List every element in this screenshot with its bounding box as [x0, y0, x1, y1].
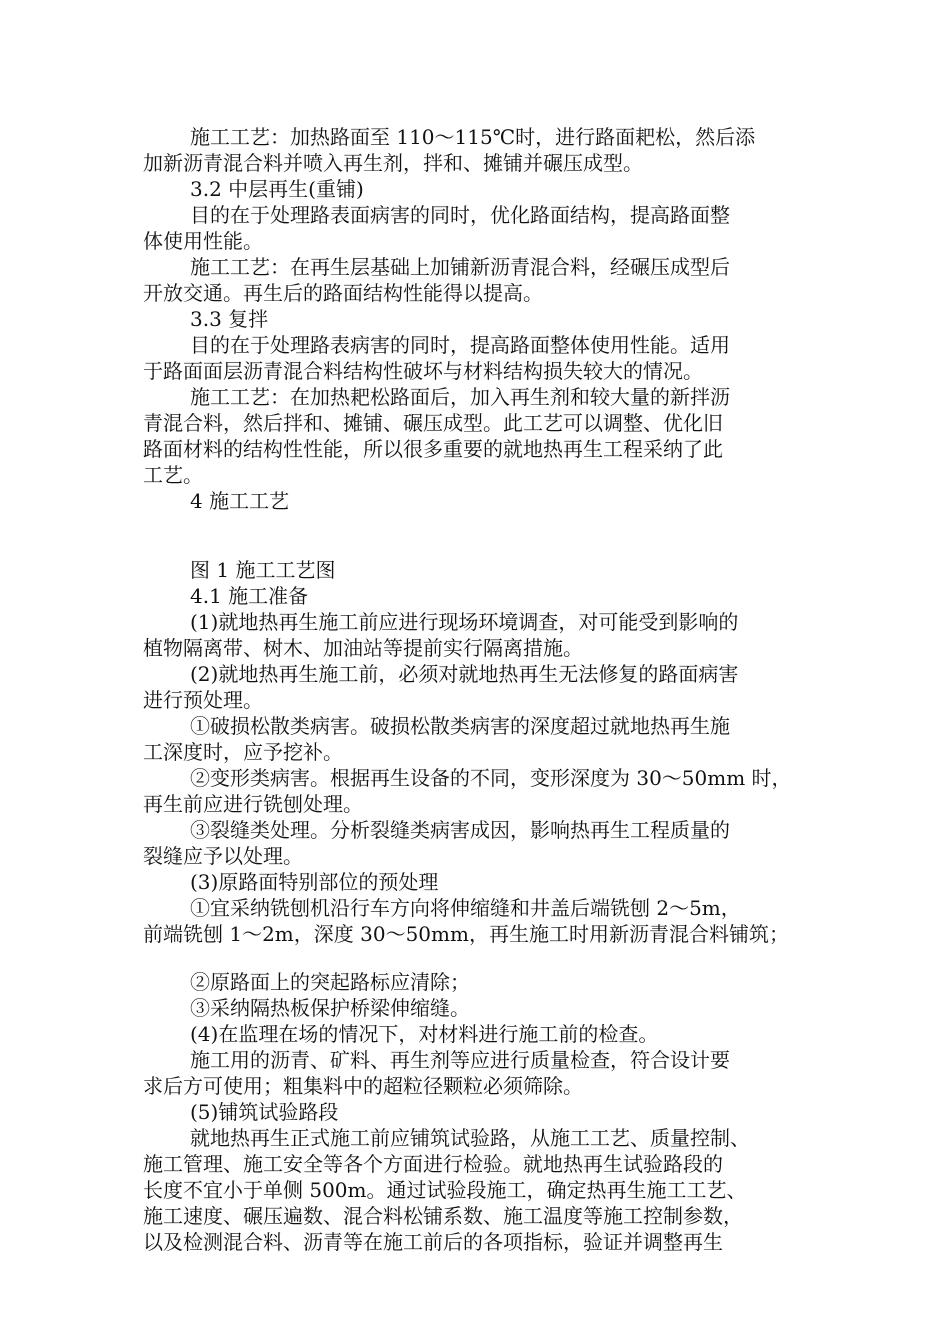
paragraph-line: 路面材料的结构性性能，所以很多重要的就地热再生工程采纳了此: [143, 437, 723, 461]
paragraph-line: (2)就地热再生施工前，必须对就地热再生无法修复的路面病害: [190, 662, 739, 686]
paragraph-line: (1)就地热再生施工前应进行现场环境调查，对可能受到影响的: [190, 610, 739, 634]
paragraph-line: ②原路面上的突起路标应清除；: [190, 970, 470, 994]
section-heading: 4 施工工艺: [190, 489, 290, 513]
section-heading: 3.2 中层再生(重铺): [190, 177, 364, 201]
figure-caption: 图 1 施工工艺图: [190, 558, 336, 582]
paragraph-line: 施工工艺：在加热耙松路面后，加入再生剂和较大量的新拌沥: [190, 385, 730, 409]
paragraph-line: 长度不宜小于单侧 500m。通过试验段施工，确定热再生施工工艺、: [143, 1178, 747, 1202]
paragraph-line: 施工用的沥青、矿料、再生剂等应进行质量检查，符合设计要: [190, 1048, 730, 1072]
paragraph-line: 加新沥青混合料并喷入再生剂，拌和、摊铺并碾压成型。: [143, 151, 643, 175]
paragraph-line: 开放交通。再生后的路面结构性能得以提高。: [143, 281, 543, 305]
paragraph-line: 目的在于处理路表病害的同时，提高路面整体使用性能。适用: [190, 333, 730, 357]
paragraph-line: 目的在于处理路表面病害的同时，优化路面结构，提高路面整: [190, 203, 730, 227]
paragraph-line: 施工管理、施工安全等各个方面进行检验。就地热再生试验路段的: [143, 1152, 723, 1176]
paragraph-line: ③采纳隔热板保护桥梁伸缩缝。: [190, 996, 470, 1020]
paragraph-line: (5)铺筑试验路段: [190, 1100, 339, 1124]
section-heading: 4.1 施工准备: [190, 584, 309, 608]
paragraph-line: 施工工艺：在再生层基础上加铺新沥青混合料，经碾压成型后: [190, 255, 730, 279]
paragraph-line: 工艺。: [143, 463, 203, 487]
paragraph-line: 前端铣刨 1～2m，深度 30～50mm，再生施工时用新沥青混合料铺筑；: [143, 922, 789, 946]
paragraph-line: ①宜采纳铣刨机沿行车方向将伸缩缝和井盖后端铣刨 2～5m，: [190, 896, 741, 920]
paragraph-line: 施工速度、碾压遍数、混合料松铺系数、施工温度等施工控制参数，: [143, 1204, 743, 1228]
paragraph-line: 裂缝应予以处理。: [143, 844, 303, 868]
paragraph-line: 植物隔离带、树木、加油站等提前实行隔离措施。: [143, 636, 583, 660]
paragraph-line: 青混合料，然后拌和、摊铺、碾压成型。此工艺可以调整、优化旧: [143, 411, 723, 435]
paragraph-line: ②变形类病害。根据再生设备的不同，变形深度为 30～50mm 时，: [190, 766, 792, 790]
paragraph-line: 以及检测混合料、沥青等在施工前后的各项指标，验证并调整再生: [143, 1230, 723, 1254]
paragraph-line: 体使用性能。: [143, 229, 263, 253]
section-heading: 3.3 复拌: [190, 307, 269, 331]
paragraph-line: 施工工艺：加热路面至 110～115℃时，进行路面耙松，然后添: [190, 125, 756, 149]
paragraph-line: 就地热再生正式施工前应铺筑试验路，从施工工艺、质量控制、: [190, 1126, 750, 1150]
paragraph-line: 进行预处理。: [143, 688, 263, 712]
paragraph-line: 工深度时，应予挖补。: [143, 740, 343, 764]
paragraph-line: ③裂缝类处理。分析裂缝类病害成因，影响热再生工程质量的: [190, 818, 730, 842]
paragraph-line: ①破损松散类病害。破损松散类病害的深度超过就地热再生施: [190, 714, 730, 738]
paragraph-line: 再生前应进行铣刨处理。: [143, 792, 363, 816]
paragraph-line: (3)原路面特别部位的预处理: [190, 870, 439, 894]
paragraph-line: 于路面面层沥青混合料结构性破坏与材料结构损失较大的情况。: [143, 359, 703, 383]
paragraph-line: 求后方可使用；粗集料中的超粒径颗粒必须筛除。: [143, 1074, 583, 1098]
paragraph-line: (4)在监理在场的情况下，对材料进行施工前的检查。: [190, 1022, 659, 1046]
